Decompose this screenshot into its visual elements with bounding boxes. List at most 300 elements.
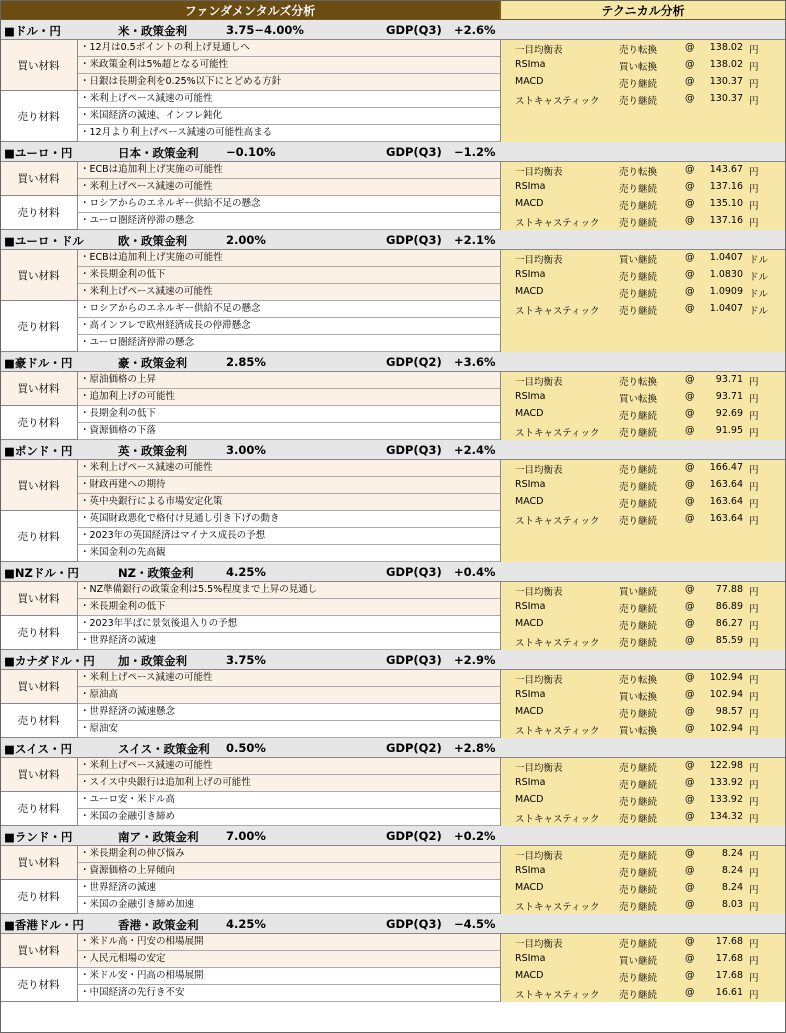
indicator-unit: 円 xyxy=(749,428,759,439)
indicator-unit: 円 xyxy=(749,411,759,422)
technical-row xyxy=(501,880,786,897)
indicator-signal: 売り継続 xyxy=(619,604,658,615)
indicator-name: RSIma xyxy=(515,479,546,490)
section-header xyxy=(0,650,786,670)
technical-row xyxy=(501,809,786,826)
technical-row xyxy=(501,897,786,914)
at-symbol: @ xyxy=(685,970,695,981)
technical-row xyxy=(501,599,786,616)
policy-rate-label: 豪・政策金利 xyxy=(118,356,187,370)
indicator-signal: 売り継続 xyxy=(619,465,658,476)
policy-rate-label: 南ア・政策金利 xyxy=(118,830,199,844)
indicator-name: ストキャスティック xyxy=(515,726,600,737)
at-symbol: @ xyxy=(685,987,695,998)
indicator-name: 一目均衡表 xyxy=(515,763,563,774)
technical-row xyxy=(501,704,786,721)
indicator-unit: 円 xyxy=(749,96,759,107)
sell-item: ・世界経済の減速 xyxy=(78,633,500,650)
technical-row xyxy=(501,934,786,951)
gdp-value: −1.2% xyxy=(454,145,496,159)
indicator-name: RSIma xyxy=(515,59,546,70)
indicator-name: MACD xyxy=(515,76,544,87)
indicator-unit: ドル xyxy=(749,272,769,283)
at-symbol: @ xyxy=(685,706,695,717)
buy-item: ・資源価格の上昇傾向 xyxy=(78,863,500,880)
buy-item: ・財政再建への期待 xyxy=(78,477,500,494)
indicator-name: RSIma xyxy=(515,601,546,612)
indicator-unit: 円 xyxy=(749,377,759,388)
at-symbol: @ xyxy=(685,601,695,612)
technical-block xyxy=(500,582,786,650)
indicator-signal: 売り継続 xyxy=(619,902,658,913)
at-symbol: @ xyxy=(685,794,695,805)
sell-item: ・英国財政悪化で格付け見通し引き下げの動き xyxy=(78,511,500,528)
policy-rate-value: 0.50% xyxy=(226,741,266,755)
buy-item: ・原油高 xyxy=(78,687,500,704)
at-symbol: @ xyxy=(685,93,695,104)
technical-block xyxy=(500,162,786,230)
indicator-signal: 売り継続 xyxy=(619,638,658,649)
currency-pair: ■カナダドル・円 xyxy=(4,654,95,668)
indicator-signal: 売り転換 xyxy=(619,45,658,56)
gdp-value: +0.4% xyxy=(454,565,496,579)
sell-item: ・ユーロ安・米ドル高 xyxy=(78,792,500,809)
buy-materials-label: 買い材料 xyxy=(0,372,78,406)
buy-materials-label: 買い材料 xyxy=(0,460,78,511)
indicator-unit: 円 xyxy=(749,482,759,493)
at-symbol: @ xyxy=(685,462,695,473)
indicator-signal: 売り継続 xyxy=(619,428,658,439)
policy-rate-label: NZ・政策金利 xyxy=(118,566,194,580)
buy-item: ・原油価格の上昇 xyxy=(78,372,500,389)
at-symbol: @ xyxy=(685,953,695,964)
technical-row xyxy=(501,301,786,318)
indicator-unit: 円 xyxy=(749,797,759,808)
indicator-name: ストキャスティック xyxy=(515,990,600,1001)
indicator-value: 16.61 xyxy=(715,987,743,998)
technical-row xyxy=(501,494,786,511)
gdp-value: −4.5% xyxy=(454,917,496,931)
at-symbol: @ xyxy=(685,899,695,910)
sell-item: ・ユーロ圏経済停滞の懸念 xyxy=(78,213,500,230)
sell-item: ・世界経済の減速懸念 xyxy=(78,704,500,721)
sell-item: ・中国経済の先行き不安 xyxy=(78,985,500,1002)
indicator-unit: 円 xyxy=(749,621,759,632)
buy-item: ・追加利上げの可能性 xyxy=(78,389,500,406)
indicator-signal: 買い継続 xyxy=(619,956,658,967)
currency-section xyxy=(0,440,786,562)
at-symbol: @ xyxy=(685,269,695,280)
at-symbol: @ xyxy=(685,848,695,859)
technical-row xyxy=(501,846,786,863)
indicator-signal: 売り継続 xyxy=(619,973,658,984)
at-symbol: @ xyxy=(685,760,695,771)
indicator-signal: 売り継続 xyxy=(619,411,658,422)
sell-item: ・米ドル安・円高の相場展開 xyxy=(78,968,500,985)
technical-row xyxy=(501,985,786,1002)
at-symbol: @ xyxy=(685,42,695,53)
technical-row xyxy=(501,687,786,704)
sell-materials-label: 売り材料 xyxy=(0,704,78,738)
indicator-unit: 円 xyxy=(749,902,759,913)
gdp-label: GDP(Q3) xyxy=(386,233,442,247)
policy-rate-label: スイス・政策金利 xyxy=(118,742,210,756)
at-symbol: @ xyxy=(685,198,695,209)
currency-pair: ■香港ドル・円 xyxy=(4,918,84,932)
indicator-name: 一目均衡表 xyxy=(515,675,563,686)
buy-materials-label: 買い材料 xyxy=(0,582,78,616)
currency-pair: ■ユーロ・ドル xyxy=(4,234,84,248)
technical-row xyxy=(501,582,786,599)
indicator-value: 137.16 xyxy=(709,181,743,192)
at-symbol: @ xyxy=(685,164,695,175)
sell-item: ・米国の金融引き締め加速 xyxy=(78,897,500,914)
gdp-label: GDP(Q3) xyxy=(386,23,442,37)
indicator-value: 102.94 xyxy=(709,723,743,734)
indicator-unit: ドル xyxy=(749,306,769,317)
technical-row xyxy=(501,633,786,650)
technical-header: テクニカル分析 xyxy=(500,0,786,20)
technical-block xyxy=(500,460,786,562)
indicator-unit: 円 xyxy=(749,604,759,615)
indicator-signal: 売り継続 xyxy=(619,96,658,107)
at-symbol: @ xyxy=(685,513,695,524)
technical-block xyxy=(500,846,786,914)
indicator-unit: 円 xyxy=(749,709,759,720)
indicator-value: 8.24 xyxy=(721,865,743,876)
policy-rate-value: 2.85% xyxy=(226,355,266,369)
technical-block xyxy=(500,758,786,826)
currency-section xyxy=(0,738,786,826)
at-symbol: @ xyxy=(685,936,695,947)
technical-row xyxy=(501,968,786,985)
sell-item: ・米国金利の先高観 xyxy=(78,545,500,562)
indicator-name: 一目均衡表 xyxy=(515,939,563,950)
indicator-value: 130.37 xyxy=(709,93,743,104)
indicator-signal: 売り継続 xyxy=(619,763,658,774)
indicator-value: 8.24 xyxy=(721,848,743,859)
indicator-name: MACD xyxy=(515,496,544,507)
indicator-name: 一目均衡表 xyxy=(515,45,563,56)
indicator-unit: 円 xyxy=(749,814,759,825)
indicator-unit: 円 xyxy=(749,184,759,195)
indicator-name: ストキャスティック xyxy=(515,516,600,527)
indicator-name: RSIma xyxy=(515,269,546,280)
indicator-unit: 円 xyxy=(749,990,759,1001)
indicator-value: 1.0830 xyxy=(709,269,743,280)
indicator-signal: 売り継続 xyxy=(619,851,658,862)
indicator-value: 8.03 xyxy=(721,899,743,910)
technical-row xyxy=(501,721,786,738)
at-symbol: @ xyxy=(685,391,695,402)
at-symbol: @ xyxy=(685,689,695,700)
indicator-unit: ドル xyxy=(749,289,769,300)
buy-item: ・米利上げペース減速の可能性 xyxy=(78,284,500,301)
indicator-name: 一目均衡表 xyxy=(515,587,563,598)
at-symbol: @ xyxy=(685,723,695,734)
sell-item: ・米国の金融引き締め xyxy=(78,809,500,826)
currency-section xyxy=(0,650,786,738)
indicator-value: 130.37 xyxy=(709,76,743,87)
buy-item: ・米長期金利の低下 xyxy=(78,599,500,616)
technical-row xyxy=(501,423,786,440)
technical-row xyxy=(501,40,786,57)
at-symbol: @ xyxy=(685,252,695,263)
at-symbol: @ xyxy=(685,584,695,595)
buy-item: ・英中央銀行による市場安定化策 xyxy=(78,494,500,511)
indicator-unit: 円 xyxy=(749,973,759,984)
indicator-signal: 売り継続 xyxy=(619,289,658,300)
indicator-value: 92.69 xyxy=(715,408,743,419)
indicator-unit: 円 xyxy=(749,394,759,405)
technical-row xyxy=(501,616,786,633)
policy-rate-value: 2.00% xyxy=(226,233,266,247)
sell-materials-label: 売り材料 xyxy=(0,616,78,650)
at-symbol: @ xyxy=(685,811,695,822)
indicator-signal: 売り継続 xyxy=(619,218,658,229)
indicator-value: 102.94 xyxy=(709,689,743,700)
technical-row xyxy=(501,179,786,196)
indicator-value: 86.89 xyxy=(715,601,743,612)
at-symbol: @ xyxy=(685,59,695,70)
sell-materials-label: 売り材料 xyxy=(0,511,78,562)
indicator-name: MACD xyxy=(515,198,544,209)
sell-item: ・ロシアからのエネルギー供給不足の懸念 xyxy=(78,196,500,213)
indicator-signal: 売り転換 xyxy=(619,675,658,686)
buy-item: ・米政策金利は5%超となる可能性 xyxy=(78,57,500,74)
sell-item: ・米国経済の減速、インフレ鈍化 xyxy=(78,108,500,125)
sell-item: ・高インフレで欧州経済成長の停滞懸念 xyxy=(78,318,500,335)
gdp-label: GDP(Q3) xyxy=(386,145,442,159)
indicator-value: 166.47 xyxy=(709,462,743,473)
indicator-value: 98.57 xyxy=(715,706,743,717)
indicator-signal: 売り継続 xyxy=(619,499,658,510)
buy-item: ・12月は0.5ポイントの利上げ見通しへ xyxy=(78,40,500,57)
gdp-label: GDP(Q3) xyxy=(386,443,442,457)
indicator-name: MACD xyxy=(515,408,544,419)
indicator-unit: 円 xyxy=(749,763,759,774)
policy-rate-label: 香港・政策金利 xyxy=(118,918,199,932)
technical-row xyxy=(501,389,786,406)
indicator-name: ストキャスティック xyxy=(515,638,600,649)
indicator-signal: 買い転換 xyxy=(619,62,658,73)
buy-item: ・米利上げペース減速の可能性 xyxy=(78,460,500,477)
at-symbol: @ xyxy=(685,882,695,893)
sell-item: ・米利上げペース減速の可能性 xyxy=(78,91,500,108)
indicator-unit: 円 xyxy=(749,587,759,598)
indicator-unit: 円 xyxy=(749,638,759,649)
sell-item: ・2023年半ばに景気後退入りの予想 xyxy=(78,616,500,633)
sell-materials-label: 売り材料 xyxy=(0,968,78,1002)
technical-row xyxy=(501,57,786,74)
indicator-signal: 売り継続 xyxy=(619,939,658,950)
sell-item: ・ロシアからのエネルギー供給不足の懸念 xyxy=(78,301,500,318)
buy-item: ・ECBは追加利上げ実施の可能性 xyxy=(78,250,500,267)
gdp-value: +3.6% xyxy=(454,355,496,369)
sell-materials-label: 売り材料 xyxy=(0,406,78,440)
indicator-unit: 円 xyxy=(749,675,759,686)
indicator-unit: 円 xyxy=(749,79,759,90)
indicator-unit: 円 xyxy=(749,45,759,56)
currency-section xyxy=(0,230,786,352)
indicator-name: RSIma xyxy=(515,689,546,700)
policy-rate-label: 加・政策金利 xyxy=(118,654,187,668)
policy-rate-value: 3.00% xyxy=(226,443,266,457)
indicator-signal: 売り継続 xyxy=(619,814,658,825)
technical-row xyxy=(501,162,786,179)
indicator-name: 一目均衡表 xyxy=(515,255,563,266)
technical-row xyxy=(501,74,786,91)
technical-row xyxy=(501,511,786,528)
indicator-unit: 円 xyxy=(749,726,759,737)
indicator-value: 122.98 xyxy=(709,760,743,771)
at-symbol: @ xyxy=(685,618,695,629)
policy-rate-label: 日本・政策金利 xyxy=(118,146,199,160)
section-header xyxy=(0,914,786,934)
indicator-unit: 円 xyxy=(749,465,759,476)
indicator-unit: 円 xyxy=(749,885,759,896)
buy-materials-label: 買い材料 xyxy=(0,670,78,704)
technical-row xyxy=(501,792,786,809)
currency-pair: ■ランド・円 xyxy=(4,830,73,844)
indicator-name: ストキャスティック xyxy=(515,814,600,825)
currency-section xyxy=(0,352,786,440)
currency-pair: ■豪ドル・円 xyxy=(4,356,73,370)
indicator-name: 一目均衡表 xyxy=(515,851,563,862)
buy-item: ・米利上げペース減速の可能性 xyxy=(78,758,500,775)
at-symbol: @ xyxy=(685,479,695,490)
indicator-signal: 売り転換 xyxy=(619,167,658,178)
buy-materials-label: 買い材料 xyxy=(0,250,78,301)
currency-pair: ■NZドル・円 xyxy=(4,566,79,580)
sell-item: ・資源価格の下落 xyxy=(78,423,500,440)
policy-rate-label: 英・政策金利 xyxy=(118,444,187,458)
buy-item: ・スイス中央銀行は追加利上げの可能性 xyxy=(78,775,500,792)
technical-row xyxy=(501,477,786,494)
indicator-value: 1.0909 xyxy=(709,286,743,297)
at-symbol: @ xyxy=(685,215,695,226)
indicator-unit: 円 xyxy=(749,499,759,510)
policy-rate-value: 4.25% xyxy=(226,917,266,931)
currency-section xyxy=(0,826,786,914)
at-symbol: @ xyxy=(685,635,695,646)
indicator-unit: 円 xyxy=(749,868,759,879)
indicator-name: RSIma xyxy=(515,777,546,788)
technical-row xyxy=(501,951,786,968)
indicator-unit: 円 xyxy=(749,956,759,967)
indicator-signal: 買い継続 xyxy=(619,587,658,598)
indicator-name: RSIma xyxy=(515,953,546,964)
indicator-value: 163.64 xyxy=(709,513,743,524)
at-symbol: @ xyxy=(685,777,695,788)
technical-row xyxy=(501,406,786,423)
policy-rate-value: 7.00% xyxy=(226,829,266,843)
indicator-name: RSIma xyxy=(515,181,546,192)
section-header xyxy=(0,440,786,460)
indicator-value: 137.16 xyxy=(709,215,743,226)
gdp-label: GDP(Q3) xyxy=(386,565,442,579)
technical-row xyxy=(501,196,786,213)
technical-block xyxy=(500,934,786,1002)
indicator-unit: ドル xyxy=(749,255,769,266)
indicator-signal: 売り継続 xyxy=(619,201,658,212)
currency-pair: ■ポンド・円 xyxy=(4,444,73,458)
currency-pair: ■ドル・円 xyxy=(4,24,61,38)
policy-rate-value: −0.10% xyxy=(226,145,276,159)
indicator-value: 93.71 xyxy=(715,391,743,402)
buy-item: ・米長期金利の伸び悩み xyxy=(78,846,500,863)
technical-row xyxy=(501,213,786,230)
at-symbol: @ xyxy=(685,303,695,314)
fundamentals-header: ファンダメンタルズ分析 xyxy=(0,0,500,20)
gdp-value: +2.4% xyxy=(454,443,496,457)
indicator-value: 85.59 xyxy=(715,635,743,646)
policy-rate-value: 3.75−4.00% xyxy=(226,23,304,37)
technical-row xyxy=(501,250,786,267)
indicator-name: MACD xyxy=(515,618,544,629)
indicator-signal: 売り継続 xyxy=(619,868,658,879)
sell-item: ・原油安 xyxy=(78,721,500,738)
technical-row xyxy=(501,372,786,389)
gdp-label: GDP(Q2) xyxy=(386,741,442,755)
indicator-signal: 売り継続 xyxy=(619,709,658,720)
sell-materials-label: 売り材料 xyxy=(0,792,78,826)
indicator-signal: 売り継続 xyxy=(619,797,658,808)
section-header xyxy=(0,230,786,250)
indicator-value: 8.24 xyxy=(721,882,743,893)
sell-item: ・世界経済の減速 xyxy=(78,880,500,897)
sell-materials-label: 売り材料 xyxy=(0,301,78,352)
technical-row xyxy=(501,775,786,792)
indicator-name: RSIma xyxy=(515,865,546,876)
indicator-signal: 売り継続 xyxy=(619,621,658,632)
indicator-value: 133.92 xyxy=(709,777,743,788)
indicator-name: 一目均衡表 xyxy=(515,377,563,388)
gdp-value: +2.9% xyxy=(454,653,496,667)
indicator-value: 1.0407 xyxy=(709,252,743,263)
currency-pair: ■ユーロ・円 xyxy=(4,146,73,160)
indicator-value: 102.94 xyxy=(709,672,743,683)
indicator-unit: 円 xyxy=(749,516,759,527)
buy-item: ・日銀は長期金利を0.25%以下にとどめる方針 xyxy=(78,74,500,91)
gdp-value: +0.2% xyxy=(454,829,496,843)
indicator-name: MACD xyxy=(515,286,544,297)
section-header xyxy=(0,826,786,846)
indicator-unit: 円 xyxy=(749,692,759,703)
indicator-value: 163.64 xyxy=(709,479,743,490)
gdp-value: +2.6% xyxy=(454,23,496,37)
indicator-name: 一目均衡表 xyxy=(515,465,563,476)
buy-item: ・ECBは追加利上げ実施の可能性 xyxy=(78,162,500,179)
indicator-signal: 売り継続 xyxy=(619,516,658,527)
at-symbol: @ xyxy=(685,672,695,683)
indicator-name: MACD xyxy=(515,706,544,717)
indicator-unit: 円 xyxy=(749,201,759,212)
indicator-name: MACD xyxy=(515,882,544,893)
indicator-value: 91.95 xyxy=(715,425,743,436)
indicator-signal: 買い転換 xyxy=(619,394,658,405)
section-header xyxy=(0,562,786,582)
technical-row xyxy=(501,267,786,284)
indicator-signal: 売り継続 xyxy=(619,780,658,791)
indicator-value: 134.32 xyxy=(709,811,743,822)
currency-section xyxy=(0,142,786,230)
technical-block xyxy=(500,372,786,440)
buy-materials-label: 買い材料 xyxy=(0,934,78,968)
indicator-signal: 買い転換 xyxy=(619,692,658,703)
policy-rate-value: 3.75% xyxy=(226,653,266,667)
indicator-unit: 円 xyxy=(749,780,759,791)
